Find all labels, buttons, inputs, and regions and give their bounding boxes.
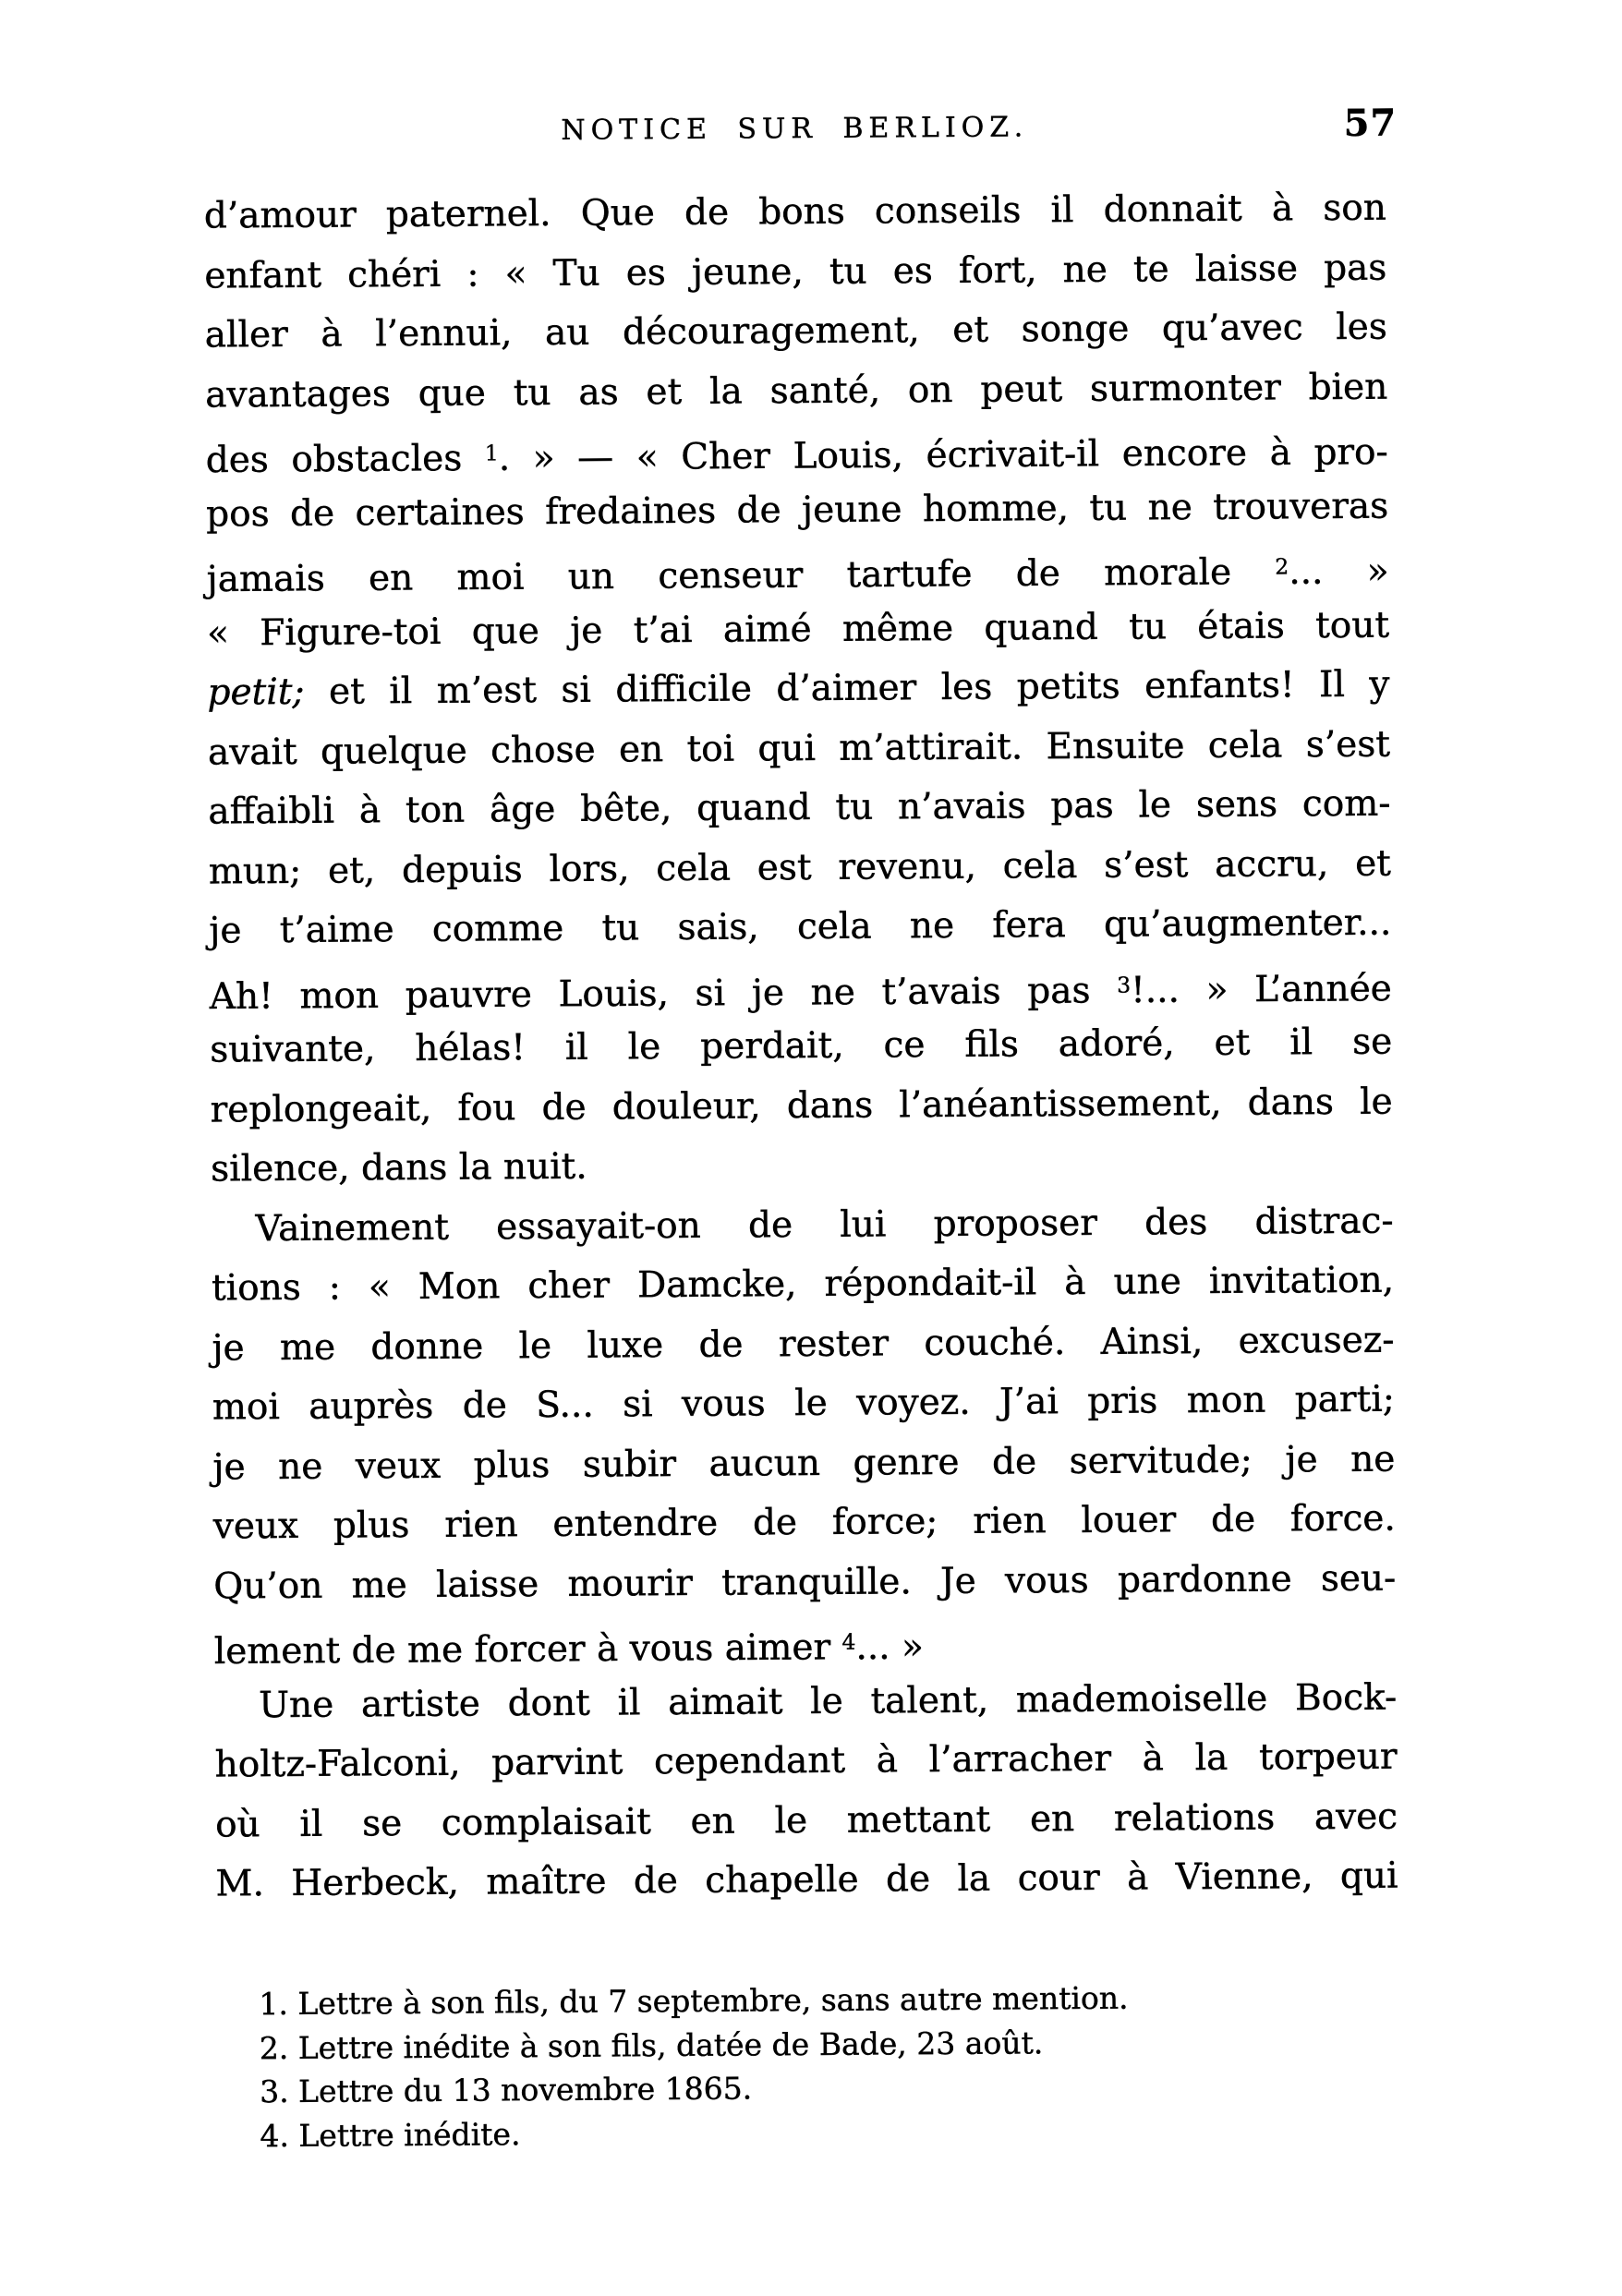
body-line-text: M. Herbeck, maître de chapelle de la cour à Vienne, qui: [215, 1855, 1398, 1905]
body-line-text: « Figure-toi que je t’ai aimé même quand tu étais tout: [206, 604, 1390, 655]
footnote-reference: 2: [1275, 553, 1289, 580]
body-line-text: je t’aime comme tu sais, cela ne fera qu’augmenter...: [209, 901, 1392, 952]
body-line-text: des obstacles: [205, 437, 486, 482]
body-line-text: holtz-Falconi, parvint cependant à l’arracher à la torpeur: [214, 1735, 1398, 1786]
body-line: [205, 357, 1387, 425]
body-line: [205, 298, 1387, 366]
body-line: [214, 1728, 1397, 1795]
footnote: 2. Lettre inédite à son fils, datée de Bade, 23 août.: [259, 2024, 1044, 2066]
body-line-text: silence, dans la nuit.: [210, 1145, 587, 1190]
body-line-text: mun; et, depuis lors, cela est revenu, cela s’est accru, et: [208, 842, 1392, 893]
body-line-text: affaibli à ton âge bête, quand tu n’avais pas le sens com-: [208, 782, 1391, 833]
page-number: 57: [1343, 101, 1398, 145]
body-line: [209, 834, 1391, 901]
body-line: [212, 1430, 1395, 1497]
body-line-text: !... » L’année: [1130, 967, 1392, 1011]
footnote: 3. Lettre du 13 novembre 1865.: [259, 2070, 753, 2110]
body-line: [212, 1311, 1394, 1378]
body-line-text: pos de certaines fredaines de jeune homme, tu ne trouveras: [206, 485, 1389, 536]
body-line: [215, 1847, 1398, 1915]
body-line-text: et il m’est si difficile d’aimer les petits enfants! Il y: [304, 663, 1390, 713]
body-line: [210, 953, 1392, 1021]
body-line: [211, 1191, 1393, 1259]
body-line: [213, 1490, 1396, 1557]
body-line-text: moi auprès de S... si vous le voyez. J’ai pris mon parti;: [212, 1378, 1396, 1429]
body-line-text: je me donne le luxe de rester couché. Ainsi, excusez-: [212, 1319, 1395, 1370]
footnote: 1. Lettre à son fils, du 7 septembre, sans autre mention.: [259, 1979, 1129, 2023]
body-line-text: aller à l’ennui, au découragement, et songe qu’avec les: [204, 306, 1387, 356]
body-line-text: replongeait, fou de douleur, dans l’anéantissement, dans le: [210, 1081, 1393, 1131]
body-line-text: veux plus rien entendre de force; rien louer de force.: [212, 1497, 1396, 1548]
body-line-text: ... »: [1289, 550, 1389, 593]
body-line: [207, 596, 1389, 663]
footnotes: [216, 1975, 1399, 2158]
body-line: [212, 1251, 1394, 1319]
body-line-text: . » — « Cher Louis, écrivait-il encore à pro-: [498, 431, 1388, 479]
body-line: [207, 656, 1389, 723]
body-line-text: où il se complaisait en le mettant en relations avec: [214, 1795, 1398, 1846]
body-line: [214, 1609, 1397, 1676]
body-line-text: jamais en moi un censeur tartufe de morale: [206, 550, 1276, 601]
body-line: [211, 1132, 1393, 1200]
body-line: [206, 417, 1388, 485]
body-line: [208, 715, 1390, 782]
body-line: [206, 537, 1388, 604]
running-header-title: NOTICE SUR BERLIOZ.: [561, 111, 1029, 147]
body-line-text: suivante, hélas! il le perdait, ce fils adoré, et il se: [210, 1021, 1393, 1071]
running-header: [203, 101, 1398, 156]
body-line: [214, 1668, 1397, 1735]
body-line: [204, 238, 1386, 306]
body-line: [210, 1013, 1392, 1081]
body-line-text: d’amour paternel. Que de bons conseils il donnait à son: [203, 187, 1387, 237]
body-line: [204, 179, 1386, 247]
footnote: 4. Lettre inédite.: [260, 2115, 521, 2154]
body-line-text: avait quelque chose en toi qui m’attirait. Ensuite cela s’est: [207, 723, 1391, 774]
body-line-text: Vainement essayait-on de lui proposer des distrac-: [255, 1200, 1394, 1250]
body-line: [215, 1787, 1398, 1855]
body-line-text: lement de me forcer à vous aimer: [213, 1626, 842, 1674]
body-line: [206, 477, 1388, 544]
footnote-reference: 3: [1117, 972, 1132, 998]
body-line-text: avantages que tu as et la santé, on peut surmonter bien: [205, 366, 1388, 417]
body-line: [212, 1371, 1395, 1438]
body-line-text: enfant chéri : « Tu es jeune, tu es fort, ne te laisse pas: [204, 247, 1387, 297]
footnote-reference: 4: [841, 1628, 856, 1655]
body-line: [208, 775, 1390, 842]
body-line-text: petit;: [207, 671, 305, 714]
body-line: [209, 894, 1391, 961]
body-line-text: je ne veux plus subir aucun genre de servitude; je ne: [212, 1438, 1396, 1489]
footnote-reference: 1: [484, 440, 499, 466]
body-line: [213, 1549, 1396, 1616]
body-text: [204, 179, 1398, 1915]
body-line-text: Qu’on me laisse mourir tranquille. Je vous pardonne seu-: [213, 1557, 1397, 1608]
body-line: [210, 1072, 1392, 1140]
body-line-text: Une artiste dont il aimait le talent, mademoiselle Bock-: [259, 1676, 1398, 1726]
body-line-text: ... »: [855, 1625, 925, 1669]
body-line-text: tions : « Mon cher Damcke, répondait-il à une invitation,: [211, 1259, 1395, 1310]
body-line-text: Ah! mon pauvre Louis, si je ne t’avais pas: [209, 969, 1118, 1018]
